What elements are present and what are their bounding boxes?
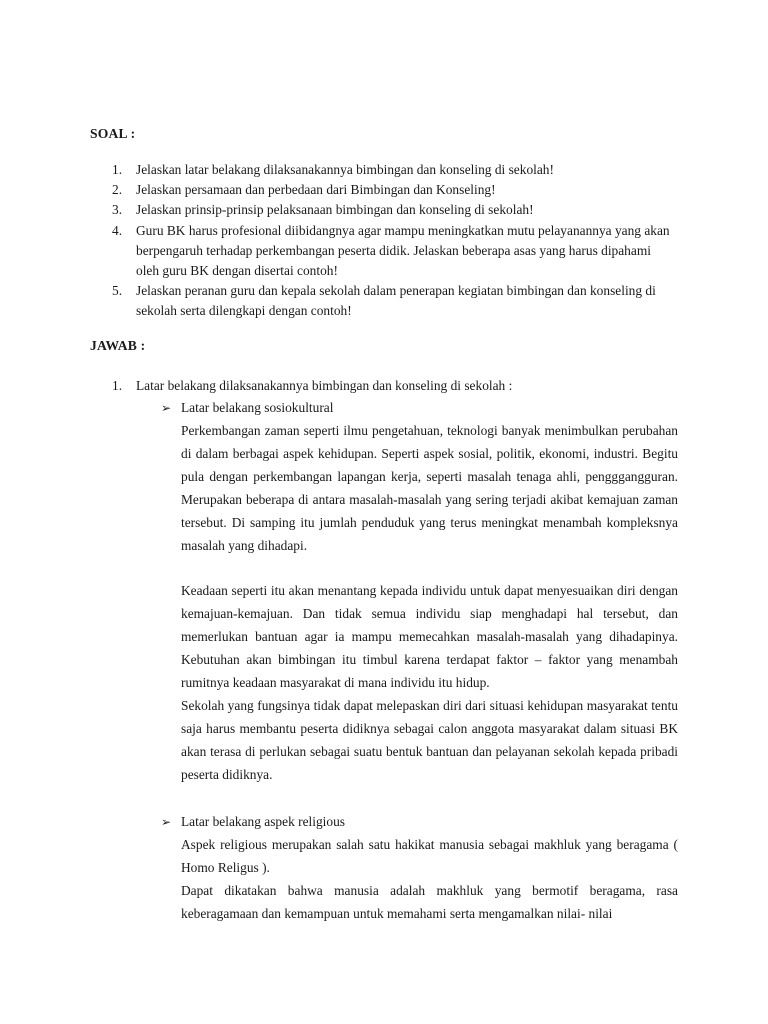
arrow-bullet-icon: ➢	[161, 401, 172, 415]
section-paragraph: Keadaan seperti itu akan menantang kepada individu untuk dapat menyesuaikan diri dengan kemajuan-kemajuan. Dan tidak semua individu siap menghadapi hal tersebut, dan memerlukan bantuan agar ia mampu memecahkan masalah-masalah yang dihadapinya. Kebutuhan akan bimbingan itu timbul karena terdapat faktor – faktor yang menambah rumitnya keadaan masyarakat di mana individu itu hidup.	[181, 583, 678, 690]
question-number: 2.	[112, 182, 123, 198]
question-number: 1.	[112, 162, 123, 177]
question-text: Guru BK harus profesional diibidangnya agar mampu meningkatkan mutu pelayanannya yang akan berpengaruh terhadap perkembangan peserta didik. Jelaskan beberapa asas yang harus dipahami oleh guru BK dengan disertai contoh!	[136, 222, 670, 278]
section-title: Latar belakang sosiokultural	[181, 400, 334, 415]
question-text: Jelaskan prinsip-prinsip pelaksanaan bimbingan dan konseling di sekolah!	[136, 202, 534, 218]
jawab-heading: JAWAB :	[90, 338, 146, 353]
question-text: Jelaskan peranan guru dan kepala sekolah dalam penerapan kegiatan bimbingan dan konseling di sekolah serta dilengkapi dengan contoh!	[136, 283, 656, 319]
answer-intro-text: Latar belakang dilaksanakannya bimbingan dan konseling di sekolah :	[136, 378, 513, 393]
answer-number: 1.	[112, 378, 123, 393]
question-text: Jelaskan persamaan dan perbedaan dari Bimbingan dan Konseling!	[136, 182, 496, 198]
question-number: 3.	[112, 202, 123, 218]
question-number: 5.	[112, 283, 123, 299]
section-title: Latar belakang aspek religious	[181, 814, 345, 829]
question-text: Jelaskan latar belakang dilaksanakannya bimbingan dan konseling di sekolah!	[136, 162, 554, 177]
question-number: 4.	[112, 222, 123, 238]
soal-heading: SOAL :	[90, 126, 136, 141]
section-paragraph: Perkembangan zaman seperti ilmu pengetahuan, teknologi banyak menimbulkan perubahan di dalam berbagai aspek kehidupan. Seperti aspek sosial, politik, ekonomi, industri. Begitu pula dengan perkembangan lapangan kerja, seperti masalah tenaga ahli, pengggangguran. Merupakan beberapa di antara masalah-masalah yang sering terjadi akibat kemajuan zaman tersebut. Di samping itu jumlah penduduk yang terus meningkat menambah kompleksnya masalah yang dihadapi.	[181, 423, 678, 553]
section-paragraph: Dapat dikatakan bahwa manusia adalah makhluk yang bermotif beragama, rasa keberagamaan dan kemampuan untuk memahami serta mengamalkan nilai- nilai	[181, 883, 678, 921]
answer-item	[0, 376, 768, 396]
arrow-bullet-icon: ➢	[161, 815, 172, 829]
section-paragraph: Aspek religious merupakan salah satu hakikat manusia sebagai makhluk yang beragama ( Homo Religus ).	[181, 837, 678, 875]
section-paragraph: Sekolah yang fungsinya tidak dapat melepaskan diri dari situasi kehidupan masyarakat tentu saja harus membantu peserta didiknya sebagai calon anggota masyarakat dalam situasi BK akan terasa di perlukan sebagai suatu bentuk bantuan dan pelayanan sekolah kepada pribadi peserta didiknya.	[181, 698, 678, 782]
